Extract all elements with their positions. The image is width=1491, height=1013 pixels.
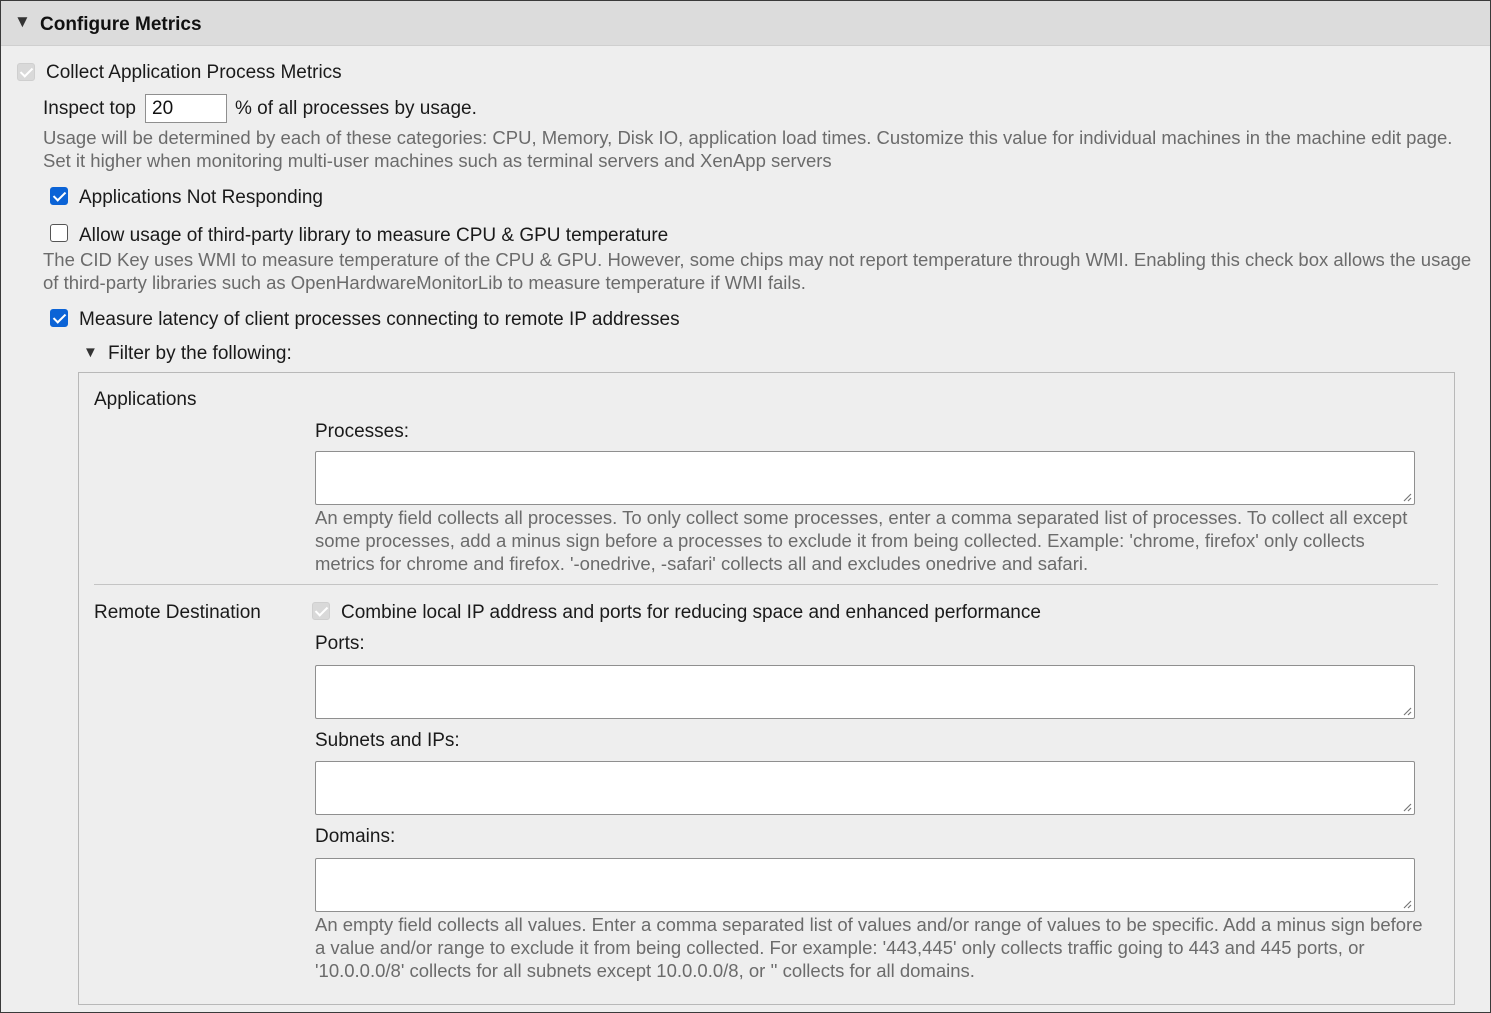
collect-app-metrics-checkbox[interactable] xyxy=(17,63,35,81)
combine-local-ip-checkbox[interactable] xyxy=(312,602,330,620)
measure-latency-checkbox[interactable] xyxy=(50,309,68,327)
triangle-down-icon[interactable]: ▼ xyxy=(83,344,98,361)
processes-help-text: An empty field collects all processes. To only collect some processes, enter a comma separated list of processes. To collect all except some processes, add a minus sign before a processes to exclude it from being collected. Example: 'chrome, firefox' only collects metrics for chrome and firefox. '-onedrive, -safari' collects all and excludes onedrive and safari. xyxy=(315,507,1408,574)
combine-local-ip-label: Combine local IP address and ports for reducing space and enhanced performance xyxy=(341,602,1041,623)
ports-label: Ports: xyxy=(315,633,365,654)
collect-app-metrics-label: Collect Application Process Metrics xyxy=(46,62,342,83)
section-divider xyxy=(94,584,1438,585)
third-party-library-checkbox[interactable] xyxy=(50,224,68,242)
measure-latency-label: Measure latency of client processes connecting to remote IP addresses xyxy=(79,309,680,330)
remote-help-text: An empty field collects all values. Enter a comma separated list of values and/or range of values to be specific. Add a minus sign before a value and/or range to exclude it from being collected. For example: '443,445' only collects traffic going to 443 and 445 ports, or '10.0.0.0/8' collects for all subnets except 10.0.0.0/8, or '' collects for all domains. xyxy=(315,914,1423,981)
domains-textarea[interactable] xyxy=(315,858,1415,912)
resize-grip-icon[interactable] xyxy=(1402,492,1412,502)
third-party-library-label: Allow usage of third-party library to measure CPU & GPU temperature xyxy=(79,225,669,246)
third-party-help-text: The CID Key uses WMI to measure temperature of the CPU & GPU. However, some chips may not report temperature through WMI. Enabling this check box allows the usage of third-party libraries such as OpenHardwareMonitorLib to measure temperature if WMI fails. xyxy=(43,249,1472,293)
processes-label: Processes: xyxy=(315,421,409,442)
apps-not-responding-label: Applications Not Responding xyxy=(79,187,323,208)
subnets-textarea[interactable] xyxy=(315,761,1415,815)
inspect-top-input[interactable] xyxy=(145,94,227,123)
section-header[interactable] xyxy=(1,1,1490,46)
remote-destination-heading: Remote Destination xyxy=(94,602,261,623)
resize-grip-icon[interactable] xyxy=(1402,706,1412,716)
ports-textarea[interactable] xyxy=(315,665,1415,719)
subnets-label: Subnets and IPs: xyxy=(315,730,460,751)
apps-not-responding-checkbox[interactable] xyxy=(50,187,68,205)
domains-label: Domains: xyxy=(315,826,396,847)
resize-grip-icon[interactable] xyxy=(1402,899,1412,909)
section-title: Configure Metrics xyxy=(40,14,202,35)
triangle-down-icon[interactable]: ▼ xyxy=(14,12,31,31)
applications-heading: Applications xyxy=(94,389,197,410)
filter-label[interactable]: Filter by the following: xyxy=(108,343,292,364)
inspect-help-text: Usage will be determined by each of these categories: CPU, Memory, Disk IO, application load times. Customize this value for individual machines in the machine edit page. Set it higher when monitoring multi-user machines such as terminal servers and XenApp servers xyxy=(43,127,1453,171)
resize-grip-icon[interactable] xyxy=(1402,802,1412,812)
inspect-top-suffix: % of all processes by usage. xyxy=(235,98,477,119)
inspect-top-prefix: Inspect top xyxy=(43,98,136,119)
processes-textarea[interactable] xyxy=(315,451,1415,505)
